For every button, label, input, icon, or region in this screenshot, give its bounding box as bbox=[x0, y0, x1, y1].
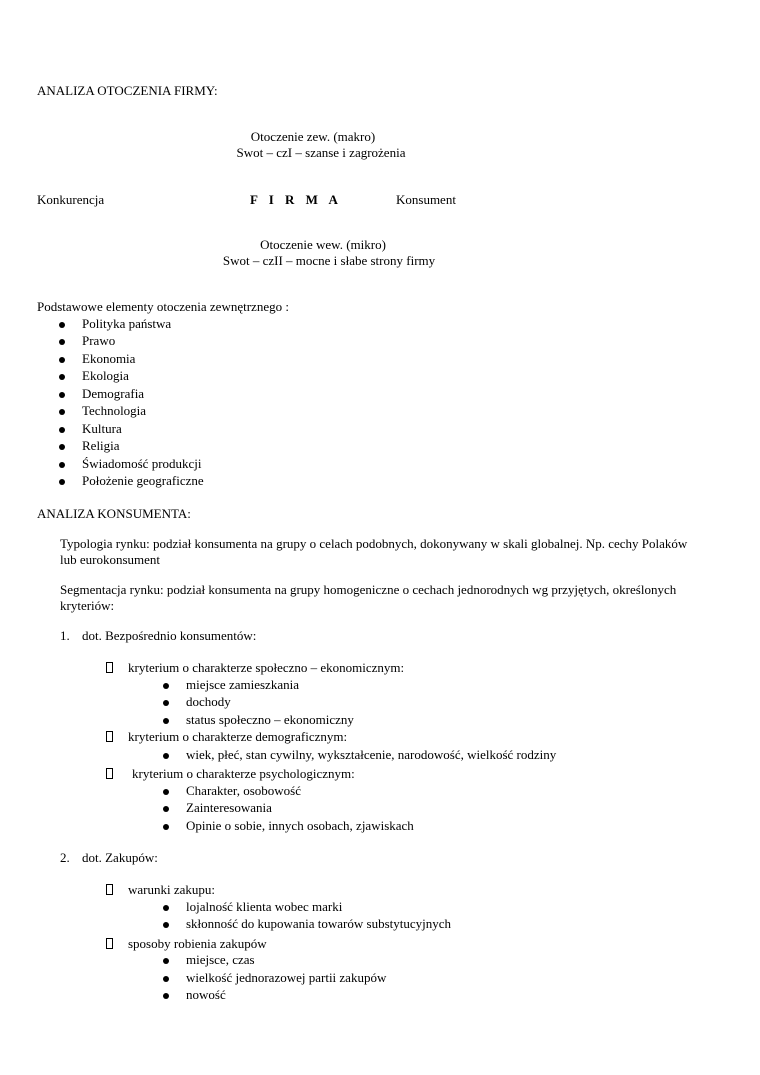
bullet-icon bbox=[163, 683, 169, 689]
segmentacja-paragraph-line1: Segmentacja rynku: podział konsumenta na grupy homogeniczne o cechach jednorodnych wg przyjętych, określonych bbox=[60, 582, 677, 597]
bullet-icon bbox=[59, 479, 65, 485]
criterion-marker-icon bbox=[106, 662, 113, 673]
list-item: Ekologia bbox=[82, 368, 129, 383]
bullet-icon bbox=[59, 462, 65, 468]
external-elements-heading: Podstawowe elementy otoczenia zewnętrznego : bbox=[37, 299, 289, 314]
bullet-icon bbox=[163, 700, 169, 706]
section2-label: dot. Zakupów: bbox=[82, 850, 158, 865]
micro-environment-label: Otoczenie wew. (mikro) bbox=[260, 237, 386, 252]
bullet-icon bbox=[163, 753, 169, 759]
bullet-icon bbox=[59, 392, 65, 398]
list-item: wielkość jednorazowej partii zakupów bbox=[186, 970, 387, 985]
bullet-icon bbox=[163, 976, 169, 982]
bullet-icon bbox=[163, 824, 169, 830]
bullet-icon bbox=[59, 339, 65, 345]
list-item: Polityka państwa bbox=[82, 316, 172, 331]
bullet-icon bbox=[163, 958, 169, 964]
consumer-label: Konsument bbox=[396, 192, 456, 207]
criterion-label: warunki zakupu: bbox=[128, 882, 216, 897]
list-item: Opinie o sobie, innych osobach, zjawiskach bbox=[186, 818, 414, 833]
list-item: Kultura bbox=[82, 421, 122, 436]
macro-environment-label: Otoczenie zew. (makro) bbox=[250, 129, 376, 144]
bullet-icon bbox=[163, 718, 169, 724]
list-item: miejsce zamieszkania bbox=[186, 677, 299, 692]
list-item: Prawo bbox=[82, 333, 116, 348]
list-item: miejsce, czas bbox=[186, 952, 255, 967]
typologia-paragraph-line2: lub eurokonsument bbox=[60, 552, 161, 567]
criterion-marker-icon bbox=[106, 731, 113, 742]
swot-part2-label: Swot – czII – mocne i słabe strony firmy bbox=[222, 253, 436, 268]
bullet-icon bbox=[59, 409, 65, 415]
swot-part1-label: Swot – czI – szanse i zagrożenia bbox=[236, 145, 406, 160]
list-item: Świadomość produkcji bbox=[82, 456, 202, 471]
bullet-icon bbox=[59, 444, 65, 450]
bullet-icon bbox=[59, 427, 65, 433]
typologia-paragraph-line1: Typologia rynku: podział konsumenta na grupy o celach podobnych, dokonywany w skali globalnej. Np. cechy Polaków bbox=[60, 536, 688, 551]
document-title: ANALIZA OTOCZENIA FIRMY: bbox=[37, 83, 218, 98]
list-item: dochody bbox=[186, 694, 231, 709]
section1-number: 1. bbox=[60, 628, 70, 643]
criterion-marker-icon bbox=[106, 938, 113, 949]
bullet-icon bbox=[59, 357, 65, 363]
bullet-icon bbox=[163, 905, 169, 911]
list-item: Technologia bbox=[82, 403, 147, 418]
bullet-icon bbox=[59, 374, 65, 380]
criterion-label: kryterium o charakterze społeczno – ekonomicznym: bbox=[128, 660, 405, 675]
list-item: status społeczno – ekonomiczny bbox=[186, 712, 354, 727]
list-item: Charakter, osobowość bbox=[186, 783, 302, 798]
section1-label: dot. Bezpośrednio konsumentów: bbox=[82, 628, 257, 643]
list-item: wiek, płeć, stan cywilny, wykształcenie, narodowość, wielkość rodziny bbox=[186, 747, 557, 762]
criterion-label: kryterium o charakterze psychologicznym: bbox=[132, 766, 355, 781]
bullet-icon bbox=[163, 993, 169, 999]
consumer-analysis-heading: ANALIZA KONSUMENTA: bbox=[37, 506, 191, 521]
list-item: lojalność klienta wobec marki bbox=[186, 899, 343, 914]
list-item: Zainteresowania bbox=[186, 800, 272, 815]
list-item: Religia bbox=[82, 438, 120, 453]
list-item: Demografia bbox=[82, 386, 145, 401]
list-item: Położenie geograficzne bbox=[82, 473, 204, 488]
criterion-marker-icon bbox=[106, 768, 113, 779]
company-label: F I R M A bbox=[250, 192, 342, 207]
list-item: skłonność do kupowania towarów substytucyjnych bbox=[186, 916, 452, 931]
bullet-icon bbox=[163, 806, 169, 812]
criterion-label: kryterium o charakterze demograficznym: bbox=[128, 729, 348, 744]
competition-label: Konkurencja bbox=[37, 192, 105, 207]
segmentacja-paragraph-line2: kryteriów: bbox=[60, 598, 115, 613]
list-item: Ekonomia bbox=[82, 351, 136, 366]
list-item: nowość bbox=[186, 987, 226, 1002]
bullet-icon bbox=[163, 789, 169, 795]
criterion-marker-icon bbox=[106, 884, 113, 895]
section2-number: 2. bbox=[60, 850, 70, 865]
bullet-icon bbox=[163, 922, 169, 928]
bullet-icon bbox=[59, 322, 65, 328]
criterion-label: sposoby robienia zakupów bbox=[128, 936, 267, 951]
